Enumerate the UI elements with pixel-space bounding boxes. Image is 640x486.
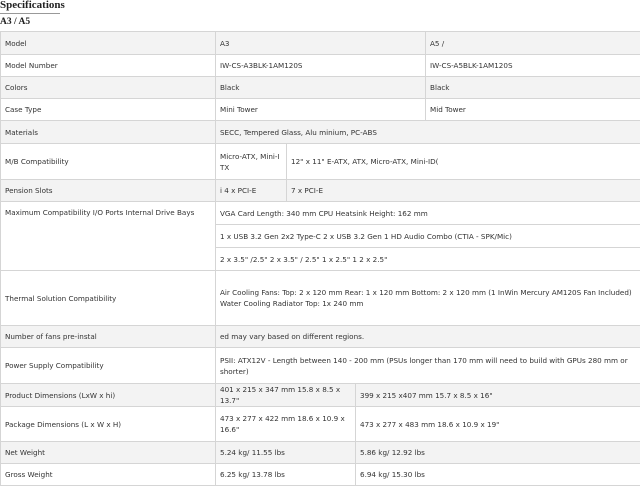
shared-value: VGA Card Length: 340 mm CPU Heatsink Height: 162 mm [216,202,640,225]
a5-value: A5 / [426,32,640,55]
table-row [1,144,640,180]
table-row [1,77,640,99]
row-label: Package Dimensions (L x W x H) [1,407,216,442]
table-row [1,384,640,407]
shared-value: 2 x 3.5" /2.5" 2 x 3.5" / 2.5" 1 x 2.5" 1 2 x 2.5" [216,248,640,271]
row-label: Net Weight [1,442,216,464]
row-label: Gross Weight [1,464,216,486]
a3-value: 5.24 kg/ 11.55 lbs [216,442,356,464]
table-row [1,271,640,326]
row-label: Model Number [1,55,216,77]
row-label: Case Type [1,99,216,121]
table-row [1,121,640,144]
table-row [1,202,640,225]
table-row [1,32,640,55]
table-row [1,407,640,442]
a5-value: 5.86 kg/ 12.92 lbs [356,442,640,464]
title-divider [0,13,60,14]
a5-value: Mid Tower [426,99,640,121]
a5-value: 12" x 11" E-ATX, ATX, Micro-ATX, Mini-ID( [287,144,640,180]
shared-value: 1 x USB 3.2 Gen 2x2 Type-C 2 x USB 3.2 Gen 1 HD Audio Combo (CTIA - SPK/Mic) [216,225,640,248]
a5-value: 473 x 277 x 483 mm 18.6 x 10.9 x 19" [356,407,640,442]
a3-value: i 4 x PCI-E [216,180,287,202]
a5-value: 6.94 kg/ 15.30 lbs [356,464,640,486]
row-label: Maximum Compatibility I/O Ports Internal Drive Bays [1,202,216,271]
row-label: Pension Slots [1,180,216,202]
a3-value: IW-CS-A3BLK-1AM120S [216,55,426,77]
table-row [1,442,640,464]
a5-value: 7 x PCI-E [287,180,640,202]
shared-value: ed may vary based on different regions. [216,326,640,348]
shared-value: PSII: ATX12V - Length between 140 - 200 mm (PSUs longer than 170 mm will need to build with GPUs 280 mm or shorter) [216,348,640,384]
a3-value: A3 [216,32,426,55]
a3-value: 6.25 kg/ 13.78 lbs [216,464,356,486]
table-row [1,348,640,384]
a3-value: 401 x 215 x 347 mm 15.8 x 8.5 x 13.7" [216,384,356,407]
a3-value: Black [216,77,426,99]
page-title: Specifications [0,0,65,11]
a5-value: IW-CS-A5BLK-1AM120S [426,55,640,77]
a3-value: 473 x 277 x 422 mm 18.6 x 10.9 x 16.6" [216,407,356,442]
row-label: Colors [1,77,216,99]
row-label: Thermal Solution Compatibility [1,271,216,326]
a5-value: 399 x 215 x407 mm 15.7 x 8.5 x 16" [356,384,640,407]
shared-value: Air Cooling Fans: Top: 2 x 120 mm Rear: 1 x 120 mm Bottom: 2 x 120 mm (1 InWin Mercury AM120S Fan Included) Water Cooling Radiator Top: 1x 240 mm [216,271,640,326]
table-row [1,180,640,202]
row-label: Model [1,32,216,55]
page-subtitle: A3 / A5 [0,17,30,27]
specifications-table [0,31,640,486]
table-row [1,55,640,77]
a3-value: Mini Tower [216,99,426,121]
row-label: Number of fans pre-instal [1,326,216,348]
a3-value: Micro-ATX, Mini-I TX [216,144,287,180]
row-label: Product Dimensions (LxW x hi) [1,384,216,407]
row-label: Power Supply Compatibility [1,348,216,384]
a5-value: Black [426,77,640,99]
row-label: M/B Compatibility [1,144,216,180]
shared-value: SECC, Tempered Glass, Alu minium, PC-ABS [216,121,640,144]
table-row [1,326,640,348]
row-label: Materials [1,121,216,144]
table-row [1,99,640,121]
